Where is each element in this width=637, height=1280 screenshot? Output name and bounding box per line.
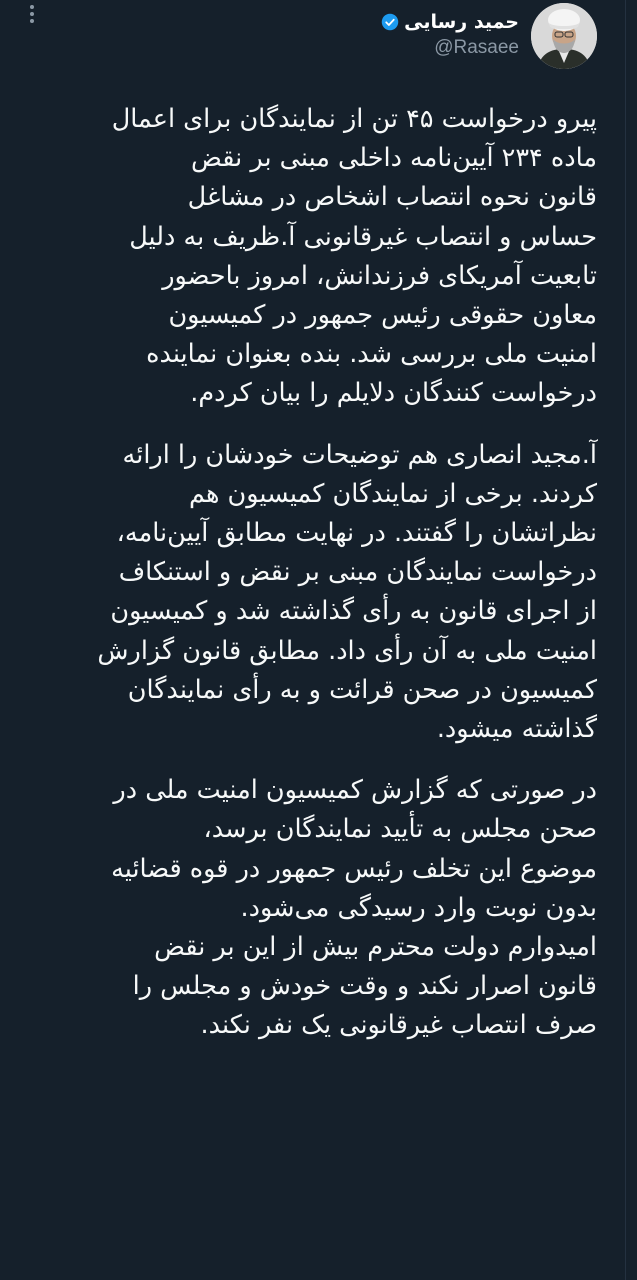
text-line: امنیت ملی بررسی شد. بنده بعنوان نماینده [146,339,597,370]
text-line: آ.مجید انصاری هم توضیحات خودشان را ارائه [122,439,597,470]
tweet-paragraph-1 [27,100,597,414]
text-line: کردند. برخی از نمایندگان کمیسیون هم [188,478,597,509]
text-line: صرف انتصاب غیرقانونی یک نفر نکند. [200,1010,597,1041]
text-line: پیرو درخواست ۴۵ تن از نمایندگان برای اعمال [111,104,597,134]
text-line: در صورتی که گزارش کمیسیون امنیت ملی در [113,775,597,806]
more-options-button[interactable] [24,2,40,26]
display-name[interactable]: حمید رسایی [404,11,519,33]
profile-photo-icon [531,3,597,69]
text-line: قانون اصرار نکند و وقت خودش و مجلس را [132,971,597,1002]
text-line: قانون نحوه انتصاب اشخاص در مشاغل [187,182,597,213]
name-row [381,11,519,33]
text-line: امنیت ملی به آن رأی داد. مطابق قانون گزارش [97,635,597,666]
verified-badge-icon [381,13,399,31]
tweet-paragraph-2 [27,436,597,750]
text-line: صحن مجلس به تأیید نمایندگان برسد، [203,814,597,845]
more-vertical-icon-dot [30,12,34,16]
text-line: گذاشته میشود. [436,714,597,745]
tweet-text [27,100,597,1046]
text-line: تابعیت آمریکای فرزندانش، امروز باحضور [162,260,597,291]
text-line: موضوع این تخلف رئیس جمهور در قوه قضائیه [111,853,597,884]
text-line: درخواست کنندگان دلایلم را بیان کردم. [190,378,597,409]
text-line: بدون نوبت وارد رسیدگی می‌شود. [240,892,597,923]
more-vertical-icon-dot [30,19,34,23]
avatar[interactable] [531,3,597,69]
text-line: ماده ۲۳۴ آیین‌نامه داخلی مبنی بر نقض [191,143,597,174]
text-line: کمیسیون در صحن قرائت و به رأی نمایندگان [127,674,597,705]
text-line: معاون حقوقی رئیس جمهور در کمیسیون [168,300,597,331]
user-handle[interactable]: @Rasaee [434,37,519,58]
text-line: از اجرای قانون به رأی گذاشته شد و کمیسیون [110,596,597,627]
text-line: درخواست نمایندگان مبنی بر نقض و استنکاف [118,557,597,588]
column-divider [625,0,626,1280]
more-vertical-icon [30,5,34,9]
author-names [381,3,519,59]
tweet-header [381,3,597,69]
text-line: نظراتشان را گفتند. در نهایت مطابق آیین‌نامه، [116,518,597,549]
tweet-paragraph-3 [27,771,597,1045]
text-line: حساس و انتصاب غیرقانونی آ.ظریف به دلیل [129,221,597,252]
text-line: امیدوارم دولت محترم بیش از این بر نقض [154,932,597,963]
